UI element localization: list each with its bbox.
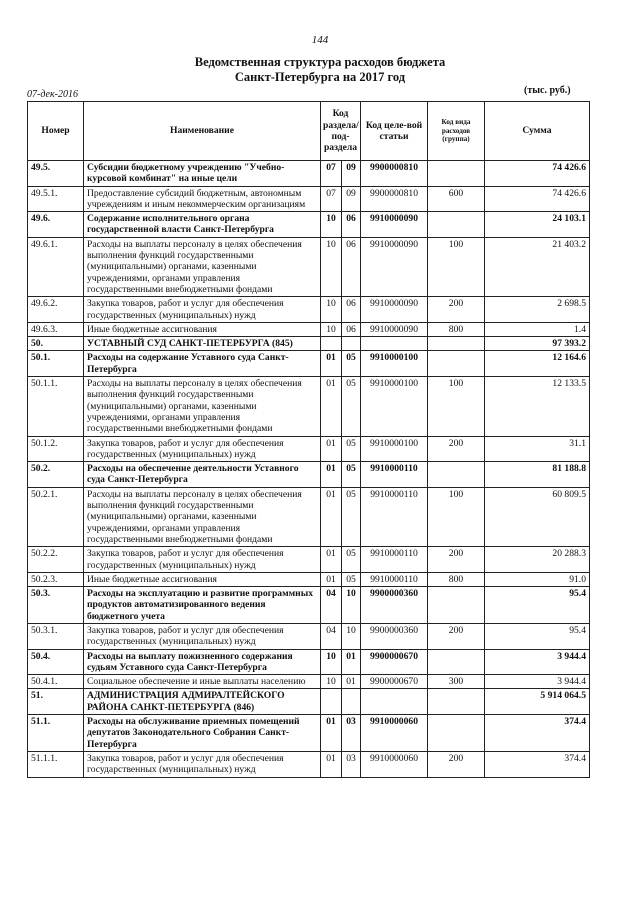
row-amount: 374.4 [485,751,590,777]
row-name: Социальное обеспечение и иные выплаты населению [84,675,321,689]
header-article: Код целе-вой статьи [361,102,428,161]
row-article: 9910000100 [361,377,428,436]
table-row [28,587,590,624]
row-number: 49.5. [28,161,84,187]
row-subsection: 03 [342,751,361,777]
row-number: 50.3.1. [28,623,84,649]
row-amount: 5 914 064.5 [485,689,590,715]
row-subsection: 05 [342,547,361,573]
row-name: Иные бюджетные ассигнования [84,572,321,586]
row-number: 50.2.1. [28,487,84,546]
row-expense-type [428,649,485,675]
row-subsection: 09 [342,186,361,212]
row-amount: 12 133.5 [485,377,590,436]
row-expense-type: 100 [428,377,485,436]
row-number: 50.3. [28,587,84,624]
row-section: 10 [321,237,342,296]
row-subsection: 05 [342,462,361,488]
table-row [28,623,590,649]
row-number: 50.2.3. [28,572,84,586]
row-article: 9910000060 [361,715,428,752]
row-amount: 12 164.6 [485,351,590,377]
row-name: Содержание исполнительного органа государственной власти Санкт-Петербурга [84,212,321,238]
header-amount: Сумма [485,102,590,161]
row-expense-type [428,351,485,377]
row-article: 9900000670 [361,675,428,689]
row-subsection: 05 [342,572,361,586]
row-number: 50.1.2. [28,436,84,462]
table-row [28,547,590,573]
row-article [361,337,428,351]
row-number: 50. [28,337,84,351]
row-number: 49.6. [28,212,84,238]
header-name: Наименование [84,102,321,161]
row-section: 10 [321,322,342,336]
row-article: 9910000110 [361,572,428,586]
title-line-2: Санкт-Петербурга на 2017 год [234,70,406,84]
table-row [28,715,590,752]
row-amount: 1.4 [485,322,590,336]
row-number: 49.5.1. [28,186,84,212]
row-number: 50.2.2. [28,547,84,573]
table-row [28,436,590,462]
row-subsection: 06 [342,237,361,296]
row-name: Расходы на выплаты персоналу в целях обеспечения выполнения функций государственными (муниципальными) органами, казенными учреждениями, органами управления государственными внебюджетными фондами [84,377,321,436]
header-number: Номер [28,102,84,161]
row-article: 9910000090 [361,212,428,238]
row-amount: 3 944.4 [485,675,590,689]
row-section: 10 [321,675,342,689]
row-number: 51.1. [28,715,84,752]
row-expense-type: 200 [428,297,485,323]
row-article: 9910000090 [361,237,428,296]
row-section: 01 [321,377,342,436]
row-article: 9910000090 [361,297,428,323]
row-article: 9910000060 [361,751,428,777]
row-number: 50.1.1. [28,377,84,436]
row-amount: 74 426.6 [485,186,590,212]
row-article: 9900000360 [361,587,428,624]
row-subsection [342,689,361,715]
row-name: Расходы на выплату пожизненного содержания судьям Уставного суда Санкт-Петербурга [84,649,321,675]
row-subsection: 10 [342,587,361,624]
row-name: Иные бюджетные ассигнования [84,322,321,336]
row-number: 50.1. [28,351,84,377]
row-section: 01 [321,547,342,573]
table-row [28,689,590,715]
row-amount: 24 103.1 [485,212,590,238]
row-expense-type: 200 [428,547,485,573]
row-expense-type [428,161,485,187]
row-article: 9900000670 [361,649,428,675]
table-row [28,212,590,238]
row-section: 04 [321,623,342,649]
row-section: 04 [321,587,342,624]
row-expense-type: 100 [428,487,485,546]
row-number: 51. [28,689,84,715]
row-expense-type [428,462,485,488]
row-article [361,689,428,715]
table-row [28,161,590,187]
table-row [28,297,590,323]
row-section: 10 [321,649,342,675]
row-subsection: 03 [342,715,361,752]
row-amount: 20 288.3 [485,547,590,573]
row-subsection: 01 [342,649,361,675]
row-amount: 60 809.5 [485,487,590,546]
row-expense-type [428,715,485,752]
row-section: 01 [321,572,342,586]
row-subsection: 09 [342,161,361,187]
row-subsection: 05 [342,351,361,377]
row-section: 01 [321,436,342,462]
row-number: 49.6.3. [28,322,84,336]
header-expense-type: Код вида расходов (группа) [428,102,485,161]
row-amount: 74 426.6 [485,161,590,187]
row-amount: 31.1 [485,436,590,462]
row-article: 9910000110 [361,547,428,573]
units-label: (тыс. руб.) [524,85,571,96]
table-row [28,337,590,351]
table-row [28,351,590,377]
title-line-1: Ведомственная структура расходов бюджета [194,55,446,69]
row-number: 50.2. [28,462,84,488]
table-row [28,675,590,689]
row-expense-type: 200 [428,436,485,462]
row-expense-type [428,689,485,715]
row-amount: 95.4 [485,587,590,624]
row-article: 9900000360 [361,623,428,649]
row-amount: 2 698.5 [485,297,590,323]
row-expense-type: 800 [428,572,485,586]
row-name: Закупка товаров, работ и услуг для обеспечения государственных (муниципальных) нужд [84,623,321,649]
row-name: Расходы на выплаты персоналу в целях обеспечения выполнения функций государственными (муниципальными) органами, казенными учреждениями, органами управления государственными внебюджетными фондами [84,237,321,296]
row-section: 07 [321,186,342,212]
row-name: Предоставление субсидий бюджетным, автономным учреждениям и иным некоммерческим организациям [84,186,321,212]
page-title [0,55,640,85]
row-subsection: 06 [342,297,361,323]
row-amount: 21 403.2 [485,237,590,296]
row-expense-type: 200 [428,751,485,777]
row-article: 9910000100 [361,436,428,462]
row-amount: 3 944.4 [485,649,590,675]
row-name: Расходы на обеспечение деятельности Уставного суда Санкт-Петербурга [84,462,321,488]
table-row [28,487,590,546]
row-article: 9910000100 [361,351,428,377]
row-subsection: 01 [342,675,361,689]
row-amount: 95.4 [485,623,590,649]
row-section: 10 [321,212,342,238]
row-name: Закупка товаров, работ и услуг для обеспечения государственных (муниципальных) нужд [84,751,321,777]
row-number: 49.6.2. [28,297,84,323]
row-name: Закупка товаров, работ и услуг для обеспечения государственных (муниципальных) нужд [84,547,321,573]
row-number: 50.4.1. [28,675,84,689]
row-section: 01 [321,351,342,377]
row-name: Субсидии бюджетному учреждению "Учебно-курсовой комбинат" на иные цели [84,161,321,187]
row-section [321,337,342,351]
row-article: 9910000110 [361,462,428,488]
row-subsection: 05 [342,377,361,436]
table-row [28,377,590,436]
table-row [28,649,590,675]
row-subsection: 10 [342,623,361,649]
row-name: Закупка товаров, работ и услуг для обеспечения государственных (муниципальных) нужд [84,436,321,462]
row-expense-type: 800 [428,322,485,336]
row-amount: 97 393.2 [485,337,590,351]
page-number: 144 [311,34,329,46]
row-section: 07 [321,161,342,187]
table-row [28,322,590,336]
row-amount: 91.0 [485,572,590,586]
row-article: 9900000810 [361,161,428,187]
row-section: 01 [321,715,342,752]
row-name: Расходы на обслуживание приемных помещений депутатов Законодательного Собрания Санкт-Петербурга [84,715,321,752]
row-expense-type: 200 [428,623,485,649]
budget-table [27,101,590,778]
row-section: 10 [321,297,342,323]
row-expense-type [428,337,485,351]
row-expense-type: 600 [428,186,485,212]
table-header-row [28,102,590,161]
row-expense-type: 100 [428,237,485,296]
row-amount: 81 188.8 [485,462,590,488]
row-subsection: 05 [342,436,361,462]
row-subsection: 05 [342,487,361,546]
row-subsection [342,337,361,351]
row-number: 49.6.1. [28,237,84,296]
row-article: 9910000110 [361,487,428,546]
table-row [28,462,590,488]
row-subsection: 06 [342,322,361,336]
row-section: 01 [321,462,342,488]
table-row [28,751,590,777]
header-section: Код раздела/ под-раздела [321,102,361,161]
row-number: 51.1.1. [28,751,84,777]
row-expense-type [428,587,485,624]
row-name: Расходы на выплаты персоналу в целях обеспечения выполнения функций государственными (муниципальными) органами, казенными учреждениями, органами управления государственными внебюджетными фондами [84,487,321,546]
row-name: Закупка товаров, работ и услуг для обеспечения государственных (муниципальных) нужд [84,297,321,323]
row-expense-type [428,212,485,238]
row-name: Расходы на содержание Уставного суда Санкт-Петербурга [84,351,321,377]
row-section [321,689,342,715]
table-row [28,186,590,212]
row-section: 01 [321,487,342,546]
row-amount: 374.4 [485,715,590,752]
row-article: 9910000090 [361,322,428,336]
row-expense-type: 300 [428,675,485,689]
row-subsection: 06 [342,212,361,238]
table-row [28,572,590,586]
report-date: 07-дек-2016 [27,89,78,100]
row-section: 01 [321,751,342,777]
row-name: АДМИНИСТРАЦИЯ АДМИРАЛТЕЙСКОГО РАЙОНА САНКТ-ПЕТЕРБУРГА (846) [84,689,321,715]
row-name: УСТАВНЫЙ СУД САНКТ-ПЕТЕРБУРГА (845) [84,337,321,351]
row-number: 50.4. [28,649,84,675]
row-article: 9900000810 [361,186,428,212]
row-name: Расходы на эксплуатацию и развитие программных продуктов автоматизированного ведения бюджетного учета [84,587,321,624]
table-row [28,237,590,296]
